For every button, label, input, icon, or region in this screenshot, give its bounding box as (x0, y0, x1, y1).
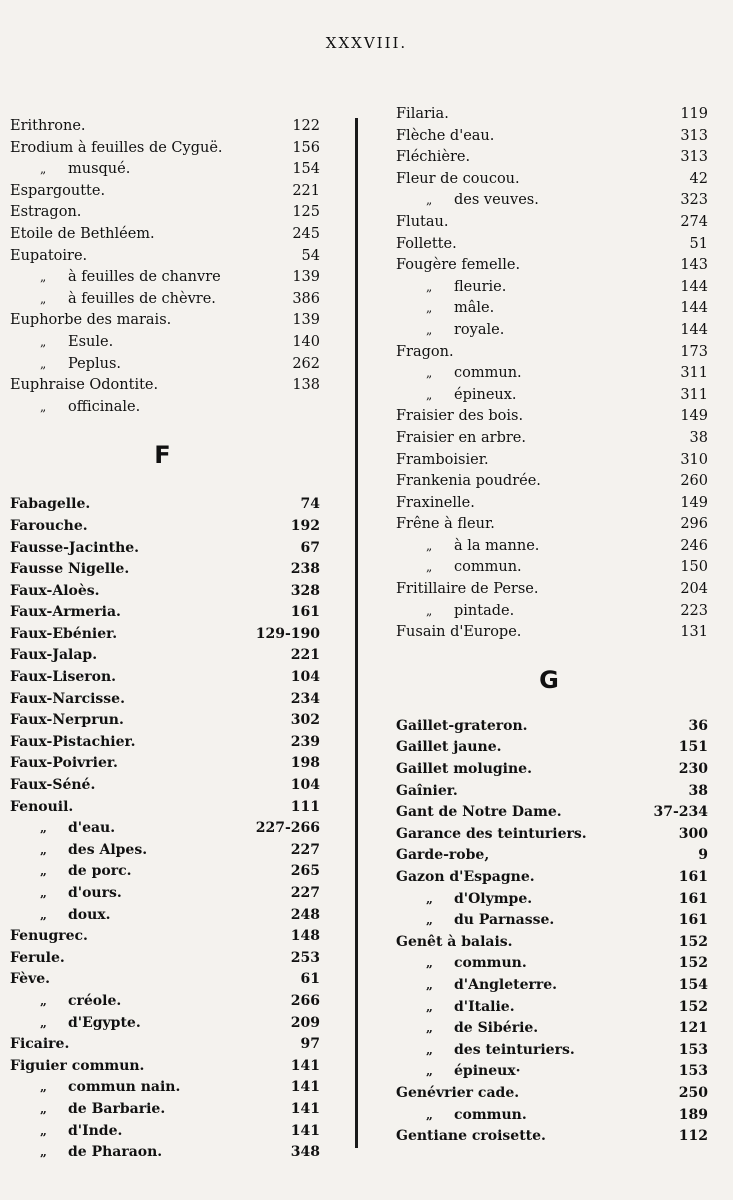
entry-page-number: 204 (680, 581, 708, 598)
entry-page-number: 156 (292, 139, 320, 156)
entry-name: „ d'Olympe. (396, 889, 673, 911)
index-entry (396, 169, 708, 191)
entry-page-number: 151 (678, 739, 708, 756)
entry-name: „ commun. (396, 557, 674, 579)
entry-page-number: 37-234 (653, 804, 708, 821)
index-subentry (10, 818, 320, 840)
entry-name: Faux-Narcisse. (10, 690, 125, 707)
entry-page-number: 152 (678, 933, 708, 950)
entry-page-number: 152 (678, 955, 708, 972)
index-entry (10, 494, 320, 516)
entry-name: Fenouil. (10, 798, 74, 815)
entry-page-number: 227 (290, 841, 320, 858)
index-entry (10, 624, 320, 646)
index-entry (10, 710, 320, 732)
entry-page-number: 154 (292, 161, 320, 178)
entry-page-number: 310 (680, 451, 708, 468)
entry-page-number: 192 (290, 517, 320, 534)
index-subentry (396, 975, 708, 997)
entry-name: Faux-Liseron. (10, 669, 117, 686)
entry-name: Erodium à feuilles de Cyguë. (10, 139, 223, 156)
entry-name: Fausse-Jacinthe. (10, 539, 140, 556)
index-entry (396, 932, 708, 954)
index-entry (10, 181, 320, 203)
entry-page-number: 227 (290, 885, 320, 901)
entry-name: Gant de Notre Dame. (396, 804, 562, 821)
entry-name: Euphorbe des marais. (10, 312, 172, 329)
entry-name: Fléchière. (396, 149, 471, 166)
entry-page-number: 144 (680, 300, 708, 317)
index-subentry (10, 289, 320, 311)
entry-name: Frankenia poudrée. (396, 473, 541, 490)
entry-page-number: 119 (680, 106, 708, 122)
entry-name: „ du Parnasse. (396, 910, 673, 932)
index-entry (396, 781, 708, 803)
entry-name: Fraisier en arbre. (396, 429, 526, 446)
index-entry (10, 138, 320, 160)
entry-name: Framboisier. (396, 451, 489, 468)
entry-name: Genêt à balais. (396, 933, 513, 950)
column-divider (355, 118, 358, 1148)
entry-page-number: 311 (680, 365, 708, 382)
entry-page-number: 152 (678, 998, 708, 1015)
entry-name: „ créole. (10, 991, 285, 1013)
entry-name: Gaillet-grateron. (396, 717, 528, 734)
entry-name: Fraxinelle. (396, 494, 475, 511)
entry-page-number: 122 (292, 118, 320, 134)
entry-name: „ à la manne. (396, 536, 674, 558)
entry-name: „ épineux. (396, 385, 674, 407)
entry-name: Fritillaire de Perse. (396, 581, 539, 598)
entry-page-number: 161 (678, 869, 708, 885)
index-subentry (396, 1040, 708, 1062)
index-subentry (396, 277, 708, 299)
entry-page-number: 311 (680, 386, 708, 403)
entry-name: „ pintade. (396, 601, 674, 623)
entry-name: Faux-Ebénier. (10, 625, 118, 642)
index-subentry (396, 601, 708, 623)
entry-page-number: 141 (290, 1122, 320, 1139)
index-entry (10, 516, 320, 538)
entry-name: Faux-Jalap. (10, 647, 98, 664)
entry-page-number: 139 (292, 312, 320, 329)
index-entry (396, 255, 708, 277)
index-entry (10, 602, 320, 624)
entry-name: Figuier commun. (10, 1057, 145, 1074)
entry-name: „ commun nain. (10, 1077, 285, 1099)
index-entry (10, 559, 320, 581)
entry-page-number: 302 (290, 712, 320, 729)
index-entry (396, 514, 708, 536)
index-entry (396, 147, 708, 169)
entry-page-number: 245 (292, 225, 320, 242)
entry-name: Fausse Nigelle. (10, 561, 130, 578)
entry-page-number: 140 (292, 333, 320, 350)
entry-name: Fragon. (396, 343, 454, 360)
entry-page-number: 300 (678, 825, 708, 842)
index-subentry (396, 557, 708, 579)
entry-name: Faux-Séné. (10, 777, 96, 794)
entry-page-number: 121 (678, 1020, 708, 1037)
entry-page-number: 144 (680, 278, 708, 295)
entry-page-number: 97 (300, 1036, 320, 1053)
entry-page-number: 138 (292, 377, 320, 394)
index-subentry (396, 1018, 708, 1040)
section-letter-f: F (154, 441, 171, 470)
index-entry (10, 689, 320, 711)
entry-page-number: 209 (290, 1014, 320, 1031)
index-entry (396, 406, 708, 428)
entry-page-number: 9 (698, 847, 708, 864)
entry-page-number: 143 (680, 257, 708, 274)
entry-page-number: 246 (680, 537, 708, 554)
entry-name: Garance des teinturiers. (396, 825, 587, 842)
entry-page-number: 221 (292, 182, 320, 199)
entry-page-number: 227-266 (255, 820, 320, 837)
entry-name: Gaillet molugine. (396, 761, 532, 778)
index-entry (10, 116, 320, 138)
entry-name: Euphraise Odontite. (10, 377, 159, 394)
index-subentry (10, 840, 320, 862)
entry-name: „ Peplus. (10, 354, 286, 376)
index-entry (10, 1056, 320, 1078)
entry-name: Flutau. (396, 213, 449, 230)
index-entry (10, 1034, 320, 1056)
entry-name: Fenugrec. (10, 928, 88, 945)
entry-name: „ des veuves. (396, 190, 674, 212)
index-subentry (396, 1105, 708, 1127)
entry-name: Faux-Armeria. (10, 604, 121, 621)
index-entry (10, 732, 320, 754)
entry-name: Ferule. (10, 949, 65, 966)
entry-page-number: 61 (300, 971, 320, 988)
index-entry (10, 667, 320, 689)
entry-page-number: 328 (290, 582, 320, 599)
entry-name: Flèche d'eau. (396, 127, 495, 144)
entry-name: Farouche. (10, 517, 88, 534)
index-subentry (10, 905, 320, 927)
index-entry (396, 104, 708, 126)
entry-page-number: 253 (290, 949, 320, 966)
entry-page-number: 104 (290, 669, 320, 686)
index-subentry (396, 997, 708, 1019)
entry-name: „ royale. (396, 320, 674, 342)
entry-page-number: 323 (680, 192, 708, 209)
entry-name: Fève. (10, 971, 50, 988)
index-entry (396, 1126, 708, 1148)
entry-page-number: 149 (680, 408, 708, 425)
entry-name: Fraisier des bois. (396, 408, 524, 425)
entry-name: „ doux. (10, 905, 285, 927)
entry-page-number: 141 (290, 1079, 320, 1096)
index-subentry (10, 1099, 320, 1121)
entry-page-number: 161 (678, 912, 708, 929)
index-entry (10, 581, 320, 603)
entry-page-number: 129-190 (255, 625, 320, 642)
entry-page-number: 38 (688, 782, 708, 799)
entry-name: „ des Alpes. (10, 840, 285, 862)
entry-name: Faux-Aloès. (10, 582, 100, 599)
index-subentry (10, 1013, 320, 1035)
entry-name: „ commun. (396, 1105, 673, 1127)
entry-page-number: 154 (678, 976, 708, 993)
index-entry (10, 753, 320, 775)
entry-page-number: 223 (680, 602, 708, 619)
right-column (396, 104, 708, 1148)
index-subentry (10, 861, 320, 883)
index-subentry (396, 889, 708, 911)
left-column (10, 116, 320, 1164)
entry-name: „ officinale. (10, 397, 314, 419)
index-entry (10, 775, 320, 797)
entry-page-number: 238 (290, 561, 320, 578)
index-entry (396, 342, 708, 364)
entry-page-number: 67 (300, 539, 320, 556)
entry-page-number: 125 (292, 204, 320, 221)
entry-page-number: 234 (290, 690, 320, 707)
index-subentry (396, 536, 708, 558)
entry-name: „ à feuilles de chanvre (10, 267, 286, 289)
entry-page-number: 54 (301, 247, 320, 264)
entry-name: „ à feuilles de chèvre. (10, 289, 286, 311)
index-entry (10, 310, 320, 332)
index-entry (396, 234, 708, 256)
index-entry (396, 212, 708, 234)
index-subentry (396, 298, 708, 320)
index-subentry (10, 354, 320, 376)
page-number: XXXVIII. (325, 34, 408, 52)
entry-name: Follette. (396, 235, 457, 252)
entry-name: „ musqué. (10, 159, 286, 181)
entry-name: Fabagelle. (10, 496, 91, 513)
entry-page-number: 348 (290, 1144, 320, 1161)
entry-page-number: 266 (290, 992, 320, 1009)
entry-name: Etoile de Bethléem. (10, 225, 155, 242)
entry-page-number: 51 (689, 235, 708, 252)
entry-page-number: 139 (292, 269, 320, 286)
entry-name: Erithrone. (10, 118, 86, 134)
index-subentry (10, 397, 320, 419)
index-entry (10, 246, 320, 268)
index-entry (396, 471, 708, 493)
entry-name: „ d'Italie. (396, 997, 673, 1019)
entry-name: „ d'Inde. (10, 1121, 285, 1143)
entry-name: „ d'ours. (10, 883, 285, 905)
entry-name: „ des teinturiers. (396, 1040, 673, 1062)
index-entry (10, 969, 320, 991)
index-entry (396, 737, 708, 759)
index-entry (10, 797, 320, 819)
entry-page-number: 386 (292, 290, 320, 307)
entry-name: Faux-Pistachier. (10, 733, 136, 750)
index-subentry (396, 363, 708, 385)
entry-name: Espargoutte. (10, 182, 106, 199)
index-entry (396, 845, 708, 867)
index-subentry (10, 883, 320, 905)
entry-page-number: 262 (292, 355, 320, 372)
entry-name: „ de Barbarie. (10, 1099, 285, 1121)
entry-page-number: 112 (678, 1128, 708, 1145)
entry-name: Faux-Poivrier. (10, 755, 118, 772)
index-subentry (396, 190, 708, 212)
entry-name: „ d'Egypte. (10, 1013, 285, 1035)
entry-page-number: 141 (290, 1057, 320, 1074)
entry-page-number: 161 (678, 890, 708, 907)
entry-page-number: 150 (680, 559, 708, 576)
entry-page-number: 104 (290, 777, 320, 794)
entry-name: Fougère femelle. (396, 257, 521, 274)
entry-page-number: 274 (680, 213, 708, 230)
index-subentry (10, 267, 320, 289)
index-entry (396, 579, 708, 601)
index-entry (10, 538, 320, 560)
index-subentry (396, 910, 708, 932)
entry-page-number: 149 (680, 494, 708, 511)
entry-name: Genévrier cade. (396, 1084, 520, 1101)
entry-name: „ de Sibérie. (396, 1018, 673, 1040)
index-entry (10, 224, 320, 246)
index-entry (396, 126, 708, 148)
entry-page-number: 265 (290, 863, 320, 880)
entry-page-number: 260 (680, 473, 708, 490)
entry-name: Eupatoire. (10, 247, 88, 264)
entry-page-number: 296 (680, 516, 708, 533)
index-entry (396, 824, 708, 846)
right-f-entries (396, 104, 708, 644)
entry-page-number: 313 (680, 149, 708, 166)
entry-name: „ commun. (396, 363, 674, 385)
entry-page-number: 161 (290, 604, 320, 621)
entry-name: Filaria. (396, 106, 449, 122)
entry-page-number: 230 (678, 761, 708, 778)
index-entry (396, 450, 708, 472)
entry-name: „ commun. (396, 953, 673, 975)
entry-name: Estragon. (10, 204, 82, 221)
entry-page-number: 250 (678, 1084, 708, 1101)
entry-page-number: 248 (290, 906, 320, 923)
index-entry (10, 202, 320, 224)
entry-page-number: 42 (689, 170, 708, 187)
entry-name: Gentiane croisette. (396, 1128, 546, 1145)
entry-name: Garde-robe, (396, 847, 490, 864)
index-entry (396, 802, 708, 824)
index-entry (396, 493, 708, 515)
entry-page-number: 153 (678, 1041, 708, 1058)
index-entry (396, 1083, 708, 1105)
entry-page-number: 239 (290, 733, 320, 750)
index-entry (396, 759, 708, 781)
entry-name: Gazon d'Espagne. (396, 869, 535, 885)
entry-page-number: 111 (290, 798, 320, 815)
entry-name: „ d'Angleterre. (396, 975, 673, 997)
index-entry (396, 867, 708, 889)
entry-page-number: 141 (290, 1100, 320, 1117)
entry-page-number: 198 (290, 755, 320, 772)
entry-name: „ épineux· (396, 1061, 673, 1083)
index-subentry (396, 320, 708, 342)
index-subentry (396, 953, 708, 975)
entry-page-number: 131 (680, 624, 708, 641)
entry-name: Gaînier. (396, 782, 458, 799)
entry-page-number: 189 (678, 1106, 708, 1123)
index-entry (396, 622, 708, 644)
entry-page-number: 173 (680, 343, 708, 360)
entry-page-number: 148 (290, 928, 320, 945)
left-e-entries (10, 116, 320, 418)
index-entry (10, 375, 320, 397)
index-entry (10, 926, 320, 948)
index-subentry (10, 991, 320, 1013)
index-subentry (10, 332, 320, 354)
entry-name: Ficaire. (10, 1036, 70, 1053)
entry-page-number: 38 (689, 429, 708, 446)
index-entry (396, 428, 708, 450)
entry-page-number: 36 (688, 717, 708, 734)
index-subentry (10, 1077, 320, 1099)
entry-name: „ de Pharaon. (10, 1142, 285, 1164)
index-entry (396, 716, 708, 738)
entry-name: „ de porc. (10, 861, 285, 883)
entry-name: Frêne à fleur. (396, 516, 495, 533)
entry-name: „ fleurie. (396, 277, 674, 299)
index-subentry (396, 385, 708, 407)
index-entry (10, 645, 320, 667)
right-g-entries (396, 716, 708, 1148)
index-subentry (396, 1061, 708, 1083)
entry-page-number: 74 (300, 496, 320, 513)
entry-page-number: 221 (290, 647, 320, 664)
entry-page-number: 313 (680, 127, 708, 144)
entry-name: Gaillet jaune. (396, 739, 502, 756)
section-letter-g: G (539, 665, 559, 694)
entry-name: Fusain d'Europe. (396, 624, 522, 641)
entry-name: Fleur de coucou. (396, 170, 520, 187)
index-subentry (10, 159, 320, 181)
entry-name: „ mâle. (396, 298, 674, 320)
index-subentry (10, 1121, 320, 1143)
left-f-entries (10, 494, 320, 1163)
entry-name: Faux-Nerprun. (10, 712, 124, 729)
entry-page-number: 144 (680, 321, 708, 338)
entry-name: „ Esule. (10, 332, 286, 354)
entry-name: „ d'eau. (10, 818, 250, 840)
index-subentry (10, 1142, 320, 1164)
index-entry (10, 948, 320, 970)
entry-page-number: 153 (678, 1063, 708, 1080)
